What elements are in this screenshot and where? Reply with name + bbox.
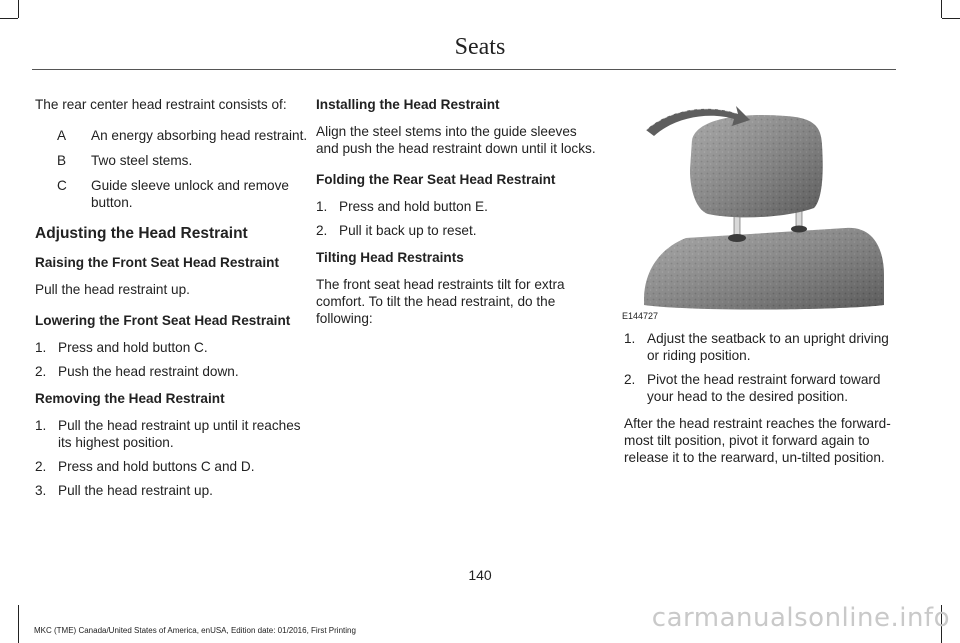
figure-code: E144727 — [622, 311, 659, 321]
crop-mark — [0, 18, 18, 19]
head-restraint-illustration — [616, 100, 900, 322]
list-item — [35, 363, 310, 380]
step-number: 1. — [35, 340, 47, 355]
body-text: Pull the head restraint up. — [35, 282, 190, 297]
legend-text: Guide sleeve unlock and remove button. — [91, 178, 289, 210]
right-column — [624, 330, 900, 480]
list-item — [35, 458, 310, 475]
step-number: 2. — [624, 372, 636, 387]
legend-item — [35, 152, 310, 169]
subsection-heading: Lowering the Front Seat Head Restraint — [35, 313, 291, 328]
legend-key: B — [57, 153, 67, 168]
step-text: Pull the head restraint up. — [58, 483, 213, 498]
step-text: Pivot the head restraint forward toward your head to the desired position. — [647, 372, 881, 404]
list-item — [35, 339, 310, 356]
body-text: Align the steel stems into the guide sleeves and push the head restraint down until it locks. — [316, 124, 596, 156]
parts-legend — [35, 127, 310, 211]
steps-list — [35, 339, 310, 380]
edition-text: MKC (TME) Canada/United States of America, enUSA, Edition date: 01/2016, First Printing — [34, 626, 356, 635]
middle-column — [316, 96, 602, 341]
list-item — [624, 371, 900, 405]
step-number: 2. — [35, 459, 47, 474]
step-text: Push the head restraint down. — [58, 364, 239, 379]
list-item — [35, 482, 310, 499]
legend-item — [35, 177, 310, 211]
page-title: Seats — [454, 34, 506, 60]
legend-key: C — [57, 178, 67, 193]
step-number: 1. — [35, 418, 47, 433]
subsection-heading: Installing the Head Restraint — [316, 97, 500, 112]
body-text: After the head restraint reaches the forward-most tilt position, pivot it forward again to release it to the rearward, un-tilted position. — [624, 416, 891, 465]
guide-sleeve — [728, 234, 746, 242]
steps-list — [316, 198, 602, 239]
list-item — [316, 198, 602, 215]
legend-text: An energy absorbing head restraint. — [91, 128, 308, 143]
legend-text: Two steel stems. — [91, 153, 193, 168]
left-column — [35, 96, 310, 509]
body-text: The front seat head restraints tilt for extra comfort. To tilt the head restraint, do the following: — [316, 277, 565, 326]
subsection-heading: Tilting Head Restraints — [316, 250, 464, 265]
watermark: carmanualsonline.info — [651, 603, 950, 633]
header-divider — [32, 69, 896, 70]
crop-mark — [941, 0, 942, 18]
step-number: 1. — [316, 199, 328, 214]
step-text: Pull the head restraint up until it reaches its highest position. — [58, 418, 301, 450]
step-number: 1. — [624, 331, 636, 346]
step-text: Press and hold buttons C and D. — [58, 459, 255, 474]
subsection-heading: Folding the Rear Seat Head Restraint — [316, 172, 556, 187]
crop-mark — [18, 0, 19, 18]
subsection-heading: Raising the Front Seat Head Restraint — [35, 255, 279, 270]
step-text: Pull it back up to reset. — [339, 223, 477, 238]
legend-item — [35, 127, 310, 144]
crop-mark — [942, 18, 960, 19]
intro-text: The rear center head restraint consists of: — [35, 97, 287, 112]
step-number: 2. — [316, 223, 328, 238]
step-number: 3. — [35, 483, 47, 498]
list-item — [316, 222, 602, 239]
steps-list — [624, 330, 900, 405]
legend-key: A — [57, 128, 67, 143]
step-text: Press and hold button E. — [339, 199, 488, 214]
section-heading: Adjusting the Head Restraint — [35, 225, 248, 242]
subsection-heading: Removing the Head Restraint — [35, 391, 225, 406]
list-item — [35, 417, 310, 451]
steps-list — [35, 417, 310, 499]
step-text: Adjust the seatback to an upright driving or riding position. — [647, 331, 889, 363]
guide-sleeve — [791, 226, 807, 233]
list-item — [624, 330, 900, 364]
step-number: 2. — [35, 364, 47, 379]
step-text: Press and hold button C. — [58, 340, 208, 355]
page-number: 140 — [468, 567, 492, 583]
crop-mark — [18, 605, 19, 643]
